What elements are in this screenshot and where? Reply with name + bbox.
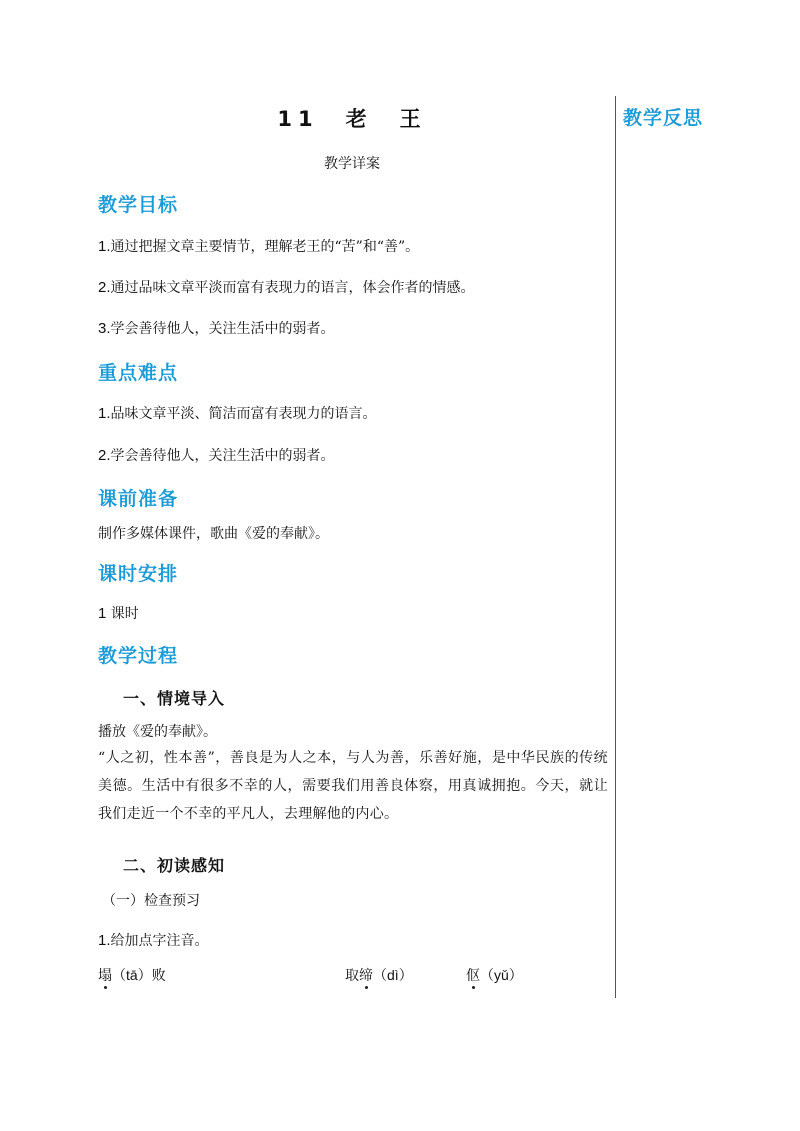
intro-paragraph: “人之初，性本善”，善良是为人之本，与人为善，乐善好施，是中华民族的传统美德。生活中有很多不幸的人，需要我们用善良体察，用真诚拥抱。今天，就让我们走近一个不幸的平凡人，去理解他的内心。 [98,750,608,822]
step-heading-reading: 二、初读感知 [123,856,226,875]
goal-item [98,318,335,338]
goal-item [98,236,419,256]
goal-item-text: 学会善待他人，关注生活中的弱者。 [110,321,335,337]
section-heading-key-points: 重点难点 [98,362,179,384]
pinyin-item: 塌（tā）败 [98,967,166,984]
schedule-text [98,603,139,623]
schedule-unit: 课时 [106,606,139,622]
dotted-char: 伛 [466,965,480,985]
key-point-item [98,403,377,423]
goal-item-text: 通过把握文章主要情节，理解老王的“苦”和“善”。 [110,239,420,255]
pinyin-after: 败 [151,968,166,984]
key-point-number: 1. [98,405,111,422]
key-point-text: 学会善待他人，关注生活中的弱者。 [110,448,335,464]
goal-item [98,277,475,297]
pinyin-task [98,930,209,950]
pinyin-task-number: 1. [98,932,111,949]
key-point-number: 2. [98,447,111,464]
key-point-text: 品味文章平淡、简洁而富有表现力的语言。 [110,406,377,422]
column-divider [615,96,616,998]
page-subtitle: 教学详案 [324,156,380,172]
reflection-heading: 教学反思 [623,107,704,129]
preparation-text: 制作多媒体课件，歌曲《爱的奉献》。 [98,526,329,542]
dotted-char: 塌 [98,965,112,985]
section-heading-goals: 教学目标 [98,194,179,216]
goal-item-text: 通过品味文章平淡而富有表现力的语言，体会作者的情感。 [110,280,475,296]
dotted-char: 缔 [359,965,373,985]
pinyin-text: yǔ [494,967,509,983]
page-title: 11 老 王 [277,107,427,131]
section-heading-schedule: 课时安排 [98,563,179,585]
section-heading-process: 教学过程 [98,645,179,667]
pinyin-item: 取缔（dì） [345,967,413,984]
section-heading-preparation: 课前准备 [98,488,179,510]
goal-item-number: 2. [98,279,111,296]
pinyin-text: dì [387,967,399,983]
pinyin-before: 取 [345,968,359,984]
intro-line: 播放《爱的奉献》。 [98,724,217,740]
goal-item-number: 1. [98,238,111,255]
pinyin-task-text: 给加点字注音。 [110,933,209,949]
schedule-number: 1 [98,605,107,622]
goal-item-number: 3. [98,320,111,337]
pinyin-text: tā [126,967,138,983]
key-point-item [98,445,335,465]
step-heading-intro: 一、情境导入 [123,689,226,708]
preview-subheading: （一）检查预习 [102,893,200,909]
pinyin-item: 伛（yǔ） [466,967,523,984]
